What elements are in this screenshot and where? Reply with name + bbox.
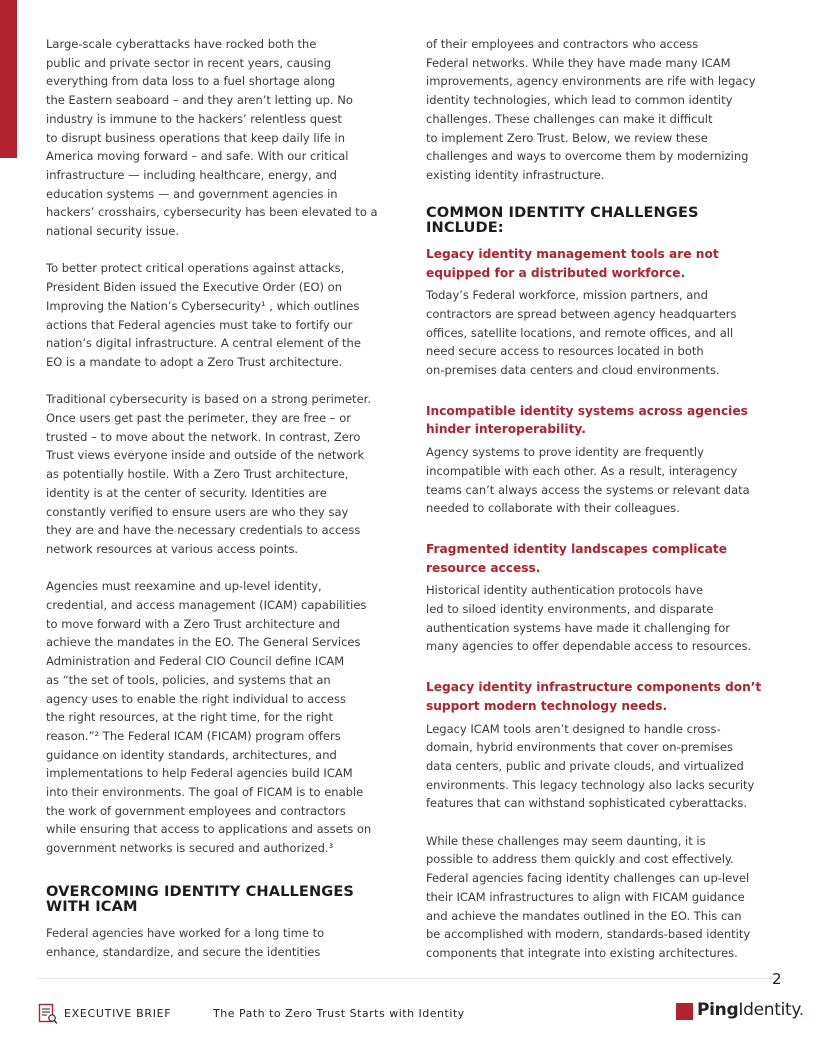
challenge-body: Historical identity authentication protocols have led to siloed identity environments, and disparate authentication systems have made it challenging for many agencies to offer dependable access to resources. [426,583,752,654]
accent-bar [0,0,17,158]
right-column [426,35,772,981]
challenge-body: Agency systems to prove identity are frequently incompatible with each other. As a result, interagency teams can’t always access the systems or relevant data needed to collaborate with their colleagues. [426,445,750,516]
challenge-body: Today’s Federal workforce, mission partners, and contractors are spread between agency headquarters offices, satellite locations, and remote offices, and all need secure access to resources located in both on-premises data centers and cloud environments. [426,288,737,378]
paragraph: While these challenges may seem daunting, it is possible to address them quickly and cost effectively. Federal agencies facing identity challenges can up-level their ICAM infrastructures to align with FICAM guidance and achieve the mandates outlined in the EO. This can be accomplished with modern, standards-based identity components that integrate into existing architectures. [426,833,751,960]
left-column [46,35,391,980]
logo-bold: Ping [697,1000,739,1020]
challenge-title: Legacy identity infrastructure components don’t support modern technology needs. [426,680,762,713]
challenge-title: Legacy identity management tools are not equipped for a distributed workforce. [426,246,719,280]
paragraph: Federal agencies have worked for a long time to enhance, standardize, and secure the identities [46,926,325,959]
paragraph: Large-scale cyberattacks have rocked both the public and private sector in recent years, causing everything from data loss to a fuel shortage along the Eastern seaboard – and they aren’t letting up. No industry is immune to the hackers’ relentless quest to disrupt business operations that keep daily life in America moving forward – and safe. With our critical infrastructure — including healthcare, energy, and education systems — and government agencies in hackers’ crosshairs, cybersecurity has been elevated to a national security issue. [46,37,378,239]
ping-logo-mark [676,1003,693,1020]
document-icon [38,1003,58,1025]
footer-title: The Path to Zero Trust Starts with Identity [213,1007,465,1020]
page-number: 2 [772,970,782,988]
challenge-body: Legacy ICAM tools aren’t designed to handle cross- domain, hybrid environments that cover on-premises data centers, public and private clouds, and virtualized environments. This legacy technology also lacks security features that can withstand sophisticated cyberattacks. [426,721,755,811]
paragraph: To better protect critical operations against attacks, President Biden issued the Executive Order (EO) on Improving the Nation’s Cybersecurity¹ , which outlines actions that Federal agencies must take to fortify our nation’s digital infrastructure. A central element of the EO is a mandate to adopt a Zero Trust architecture. [46,261,361,369]
ping-identity-logo [697,1000,804,1020]
paragraph: Traditional cybersecurity is based on a strong perimeter. Once users get past the perimeter, they are free – or trusted – to move about the network. In contrast, Zero Trust views everyone inside and outside of the network as potentially hostile. With a Zero Trust architecture, identity is at the center of security. Identities are constantly verified to ensure users are who they say they are and have the necessary credentials to access network resources at various access points. [46,392,371,556]
paragraph: Agencies must reexamine and up-level identity, credential, and access management (ICAM) capabilities to move forward with a Zero Trust architecture and achieve the mandates in the EO. The General Services Administration and Federal CIO Council define ICAM as “the set of tools, policies, and systems that an agency uses to enable the right individual to access the right resources, at the right time, for the right reason.”² The Federal ICAM (FICAM) program offers guidance on identity standards, architectures, and implementations to help Federal agencies build ICAM into their environments. The goal of FICAM is to enable the work of government employees and contractors while ensuring that access to applications and assets on government networks is secured and authorized.³ [46,579,372,856]
section-heading: COMMON IDENTITY CHALLENGES INCLUDE: [426,203,699,237]
brief-label: EXECUTIVE BRIEF [64,1007,172,1020]
footer-divider [38,978,784,979]
challenge-title: Incompatible identity systems across agencies hinder interoperability. [426,403,748,437]
challenge-title: Fragmented identity landscapes complicate resource access. [426,541,727,575]
footer [0,1000,816,1030]
paragraph: of their employees and contractors who access Federal networks. While they have made many ICAM improvements, agency environments are rife with legacy identity technologies, which lead to common identity challenges. These challenges can make it difficult to implement Zero Trust. Below, we review these challenges and ways to overcome them by modernizing existing identity infrastructure. [426,37,756,182]
logo-light: Identity [738,1000,799,1020]
logo-dot: . [798,1000,804,1020]
section-heading: OVERCOMING IDENTITY CHALLENGES WITH ICAM [46,882,355,916]
